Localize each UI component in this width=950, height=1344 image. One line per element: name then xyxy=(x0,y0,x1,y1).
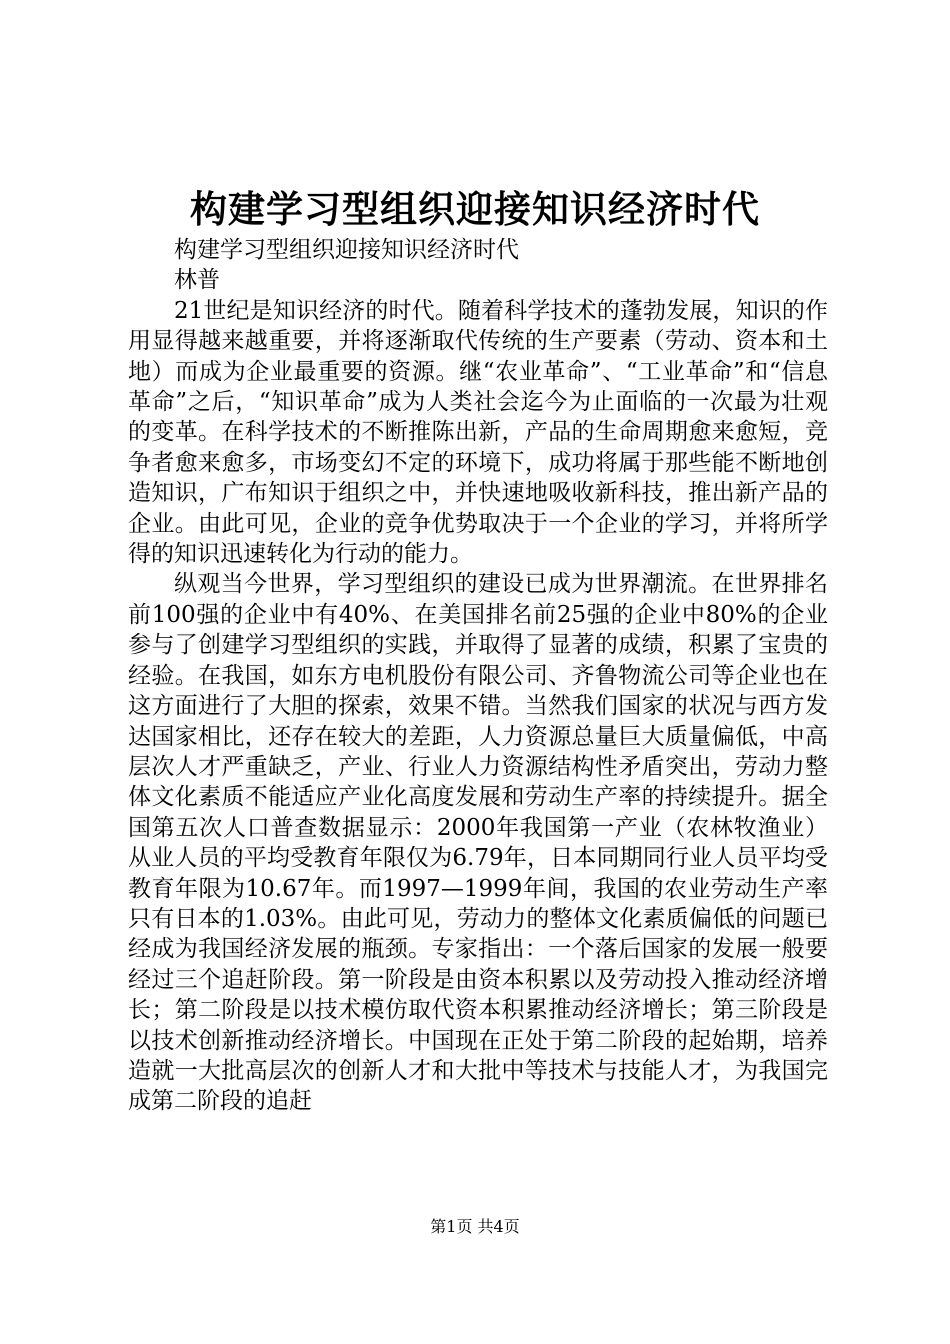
author: 林普 xyxy=(174,267,220,294)
paragraph-1: 21世纪是知识经济的时代。随着科学技术的蓬勃发展，知识的作用显得越来越重要，并将逐渐取代传统的生产要素（劳动、资本和土地）而成为企业最重要的资源。继“农业革命”、“工业革命”和“信息革命”之后，“知识革命”成为人类社会迄今为止面临的一次最为壮观的变革。在科学技术的不断推陈出新，产品的生命周期愈来愈短，竞争者愈来愈多，市场变幻不定的环境下，成功将属于那些能不断地创造知识，广布知识于组织之中，并快速地吸收新科技，推出新产品的企业。由此可见，企业的竞争优势取决于一个企业的学习，并将所学得的知识迅速转化为行动的能力。 xyxy=(128,297,828,568)
subtitle: 构建学习型组织迎接知识经济时代 xyxy=(174,237,519,263)
paragraph-2: 纵观当今世界，学习型组织的建设已成为世界潮流。在世界排名前100强的企业中有40%、在美国排名前25强的企业中80%的企业参与了创建学习型组织的实践，并取得了显著的成绩，积累了宝贵的经验。在我国，如东方电机股份有限公司、齐鲁物流公司等企业也在这方面进行了大胆的探索，效果不错。当然我们国家的状况与西方发达国家相比，还存在较大的差距，人力资源总量巨大质量偏低，中高层次人才严重缺乏，产业、行业人力资源结构性矛盾突出，劳动力整体文化素质不能适应产业化高度发展和劳动生产率的持续提升。据全国第五次人口普查数据显示：2000年我国第一产业（农林牧渔业）从业人员的平均受教育年限仅为6.79年，日本同期同行业人员平均受教育年限为10.67年。而1997—1999年间，我国的农业劳动生产率只有日本的1.03%。由此可见，劳动力的整体文化素质偏低的问题已经成为我国经济发展的瓶颈。专家指出：一个落后国家的发展一般要经过三个追赶阶段。第一阶段是由资本积累以及劳动投入推动经济增长；第二阶段是以技术模仿取代资本积累推动经济增长；第三阶段是以技术创新推动经济增长。中国现在正处于第二阶段的起始期，培养造就一大批高层次的创新人才和大批中等技术与技能人才，为我国完成第二阶段的追赶 xyxy=(128,571,828,1115)
document-body xyxy=(128,235,828,1117)
document-title: 构建学习型组织迎接知识经济时代 xyxy=(190,187,760,231)
page-footer: 第1页 共4页 xyxy=(430,1217,520,1236)
